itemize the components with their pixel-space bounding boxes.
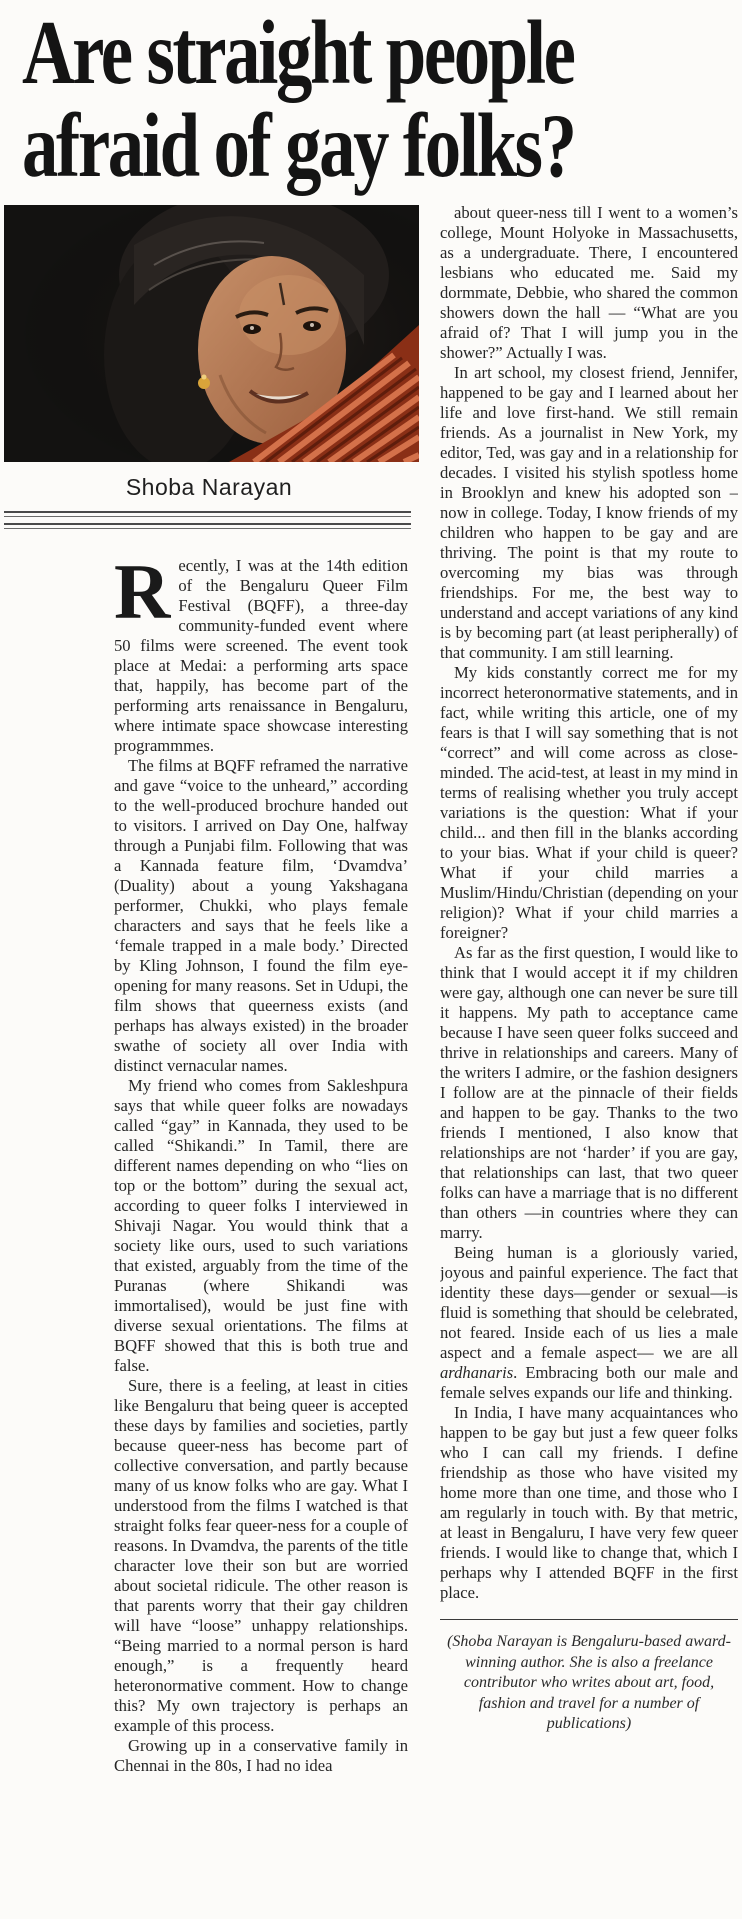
author-photo [4, 205, 419, 462]
article-paragraph: In art school, my closest friend, Jennifer, happened to be gay and I learned about her life and love first-hand. We still remain friends. As a journalist in New York, my editor, Ted, was gay and in a relationship for decades. I visited his stylish spotless home in Brooklyn and knew his adopted son – now in college. Today, I know friends of my children who happen to be gay and are thriving. The point is that my route to overcoming my bias was through friendships. For me, the best way to understand and accept variations of any kind is by becoming part (at least peripherally) of that community. I am still learning. [440, 363, 738, 662]
article-paragraph [114, 556, 408, 756]
left-column [114, 556, 408, 1919]
headline-line-1: Are straight people [22, 2, 574, 103]
article-paragraph [440, 1243, 738, 1403]
article-paragraph: Growing up in a conservative family in Chennai in the 80s, I had no idea [114, 1736, 408, 1775]
headline-line-2: afraid of gay folks? [22, 95, 575, 196]
article-paragraph: My friend who comes from Sakleshpura says that while queer folks are nowadays called “gay” in Kannada, they used to be called “Shikandi.” In Tamil, there are different names depending on who “lies on top or the bottom” during the sexual act, according to queer folks I interviewed in Shivaji Nagar. You would think that a society like ours, used to such variations that existed, arguably from the time of the Puranas (where Shikandi was immortalised), would be just fine with diverse sexual orientations. The films at BQFF showed that this is both true and false. [114, 1076, 408, 1375]
author-footnote: (Shoba Narayan is Bengaluru-based award-winning author. She is also a freelance contributor who writes about art, food, fashion and travel for a number of publications) [447, 1633, 731, 1732]
byline-divider [4, 511, 411, 529]
italic-term: ardhanaris [440, 1363, 514, 1382]
article-paragraph: about queer-ness till I went to a women’s college, Mount Holyoke in Massachusetts, as a undergraduate. There, I encountered lesbians who educated me. Said my dormmate, Debbie, who shared the common showers down the hall — “What are you afraid of? That I will jump you in the shower?” Actually I was. [440, 203, 738, 362]
page-title [22, 2, 713, 196]
article-paragraph: As far as the first question, I would like to think that I would accept it if my children were gay, although one can never be sure till it happens. My path to acceptance came because I have seen queer folks succeed and thrive in relationships and careers. Many of the writers I admire, or the fashion designers I follow are at the pinnacle of their fields and happen to be gay. Thanks to the two friends I mentioned, I also know that relationships are not ‘harder’ if you are gay, that relationships can last, that two queer folks can have a marriage that is no different than others —in countries where they can marry. [440, 943, 738, 1242]
drop-cap: R [114, 556, 171, 635]
article-paragraph: My kids constantly correct me for my incorrect heteronormative statements, and in fact, while writing this article, one of my fears is that I will say something that is not “correct” and will come across as close-minded. The acid-test, at least in my mind in terms of realising whether you truly accept variations is the question: What if your child... and then fill in the blanks according to your bias. What if your child is queer? What if your child marries a Muslim/Hindu/Christian (depending on your religion)? What if your child marries a foreigner? [440, 663, 738, 942]
right-column [440, 203, 738, 1919]
article-paragraph: The films at BQFF reframed the narrative and gave “voice to the unheard,” according to the well-produced brochure handed out to visitors. I arrived on Day One, halfway through a Punjabi film. Following that was a Kannada feature film, ‘Dvamdva’ (Duality) about a young Yakshagana performer, Chukki, who plays female characters and says that he feels like a ‘female trapped in a male body.’ Directed by Kling Johnson, I found the film eye-opening for many reasons. Set in Udupi, the film shows that queerness exists (and perhaps has always existed) in the broader swathe of society all over India with distinct vernacular names. [114, 756, 408, 1075]
byline: Shoba Narayan [125, 474, 293, 500]
footer-divider [440, 1619, 738, 1620]
author-photo-illustration [4, 205, 419, 462]
article-paragraph: In India, I have many acquaintances who happen to be gay but just a few queer folks who I can call my friends. I define friendship as those who have visited my home more than one time, and those who I am regularly in touch with. By that metric, at least in Bengaluru, I have very few queer friends. I would like to change that, which I perhaps why I attended BQFF in the first place. [440, 1403, 738, 1602]
paragraph-text: . Embracing both our male and female selves expands our life and thinking. [440, 1363, 738, 1402]
article-paragraph: Sure, there is a feeling, at least in cities like Bengaluru that being queer is accepted these days by families and societies, partly because queer-ness has become part of collective conversation, and partly because many of us know folks who are gay. What I understood from the films I watched is that straight folks fear queer-ness for a couple of reasons. In Dvamdva, the parents of the title character love their son but are worried about societal ridicule. The other reason is that parents worry that their gay children will have “loose” unhappy relationships. “Being married to a normal person is hard enough,” is a frequently heard heteronormative comment. How to change this? My own trajectory is perhaps an example of this process. [114, 1376, 408, 1735]
paragraph-text: ecently, I was at the 14th edition of the Bengaluru Queer Film Festival (BQFF), a three-day community-funded event where 50 films were screened. The event took place at Medai: a performing arts space that, happily, has become part of the performing arts renaissance in Bengaluru, where intimate space showcase interesting programmmes. [114, 556, 408, 755]
paragraph-text: Being human is a gloriously varied, joyous and painful experience. The fact that identity these days—gender or sexual—is fluid is something that should be celebrated, not feared. Inside each of us lies a male aspect and a female aspect— we are all [440, 1243, 738, 1362]
